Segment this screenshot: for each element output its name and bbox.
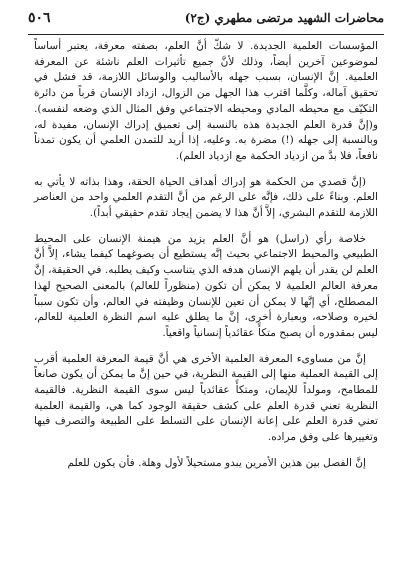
paragraph-5: إنَّ الفصل بين هذين الأمرين يبدو مستحيلاً لأول وهلة. فأن يكون للعلم [67,456,366,469]
page-header [20,10,392,34]
body-text [20,39,392,472]
running-title: محاضرات الشهيد مرتضى مطهري (ج٢) [184,11,384,25]
paragraph-3: خلاصة رأي (راسل) هو أنَّ العلم يزيد من هيمنة الإنسان على المحيط الطبيعي والمحيط الاجتماعي بحيث إنَّه يستطيع أن يصوغهما كيفما يشاء، إلاَّ أنَّ العلم لن يقدر أن يلهم الإنسان هدفه الذي يتناسب وكيف يطلبه. في الحقيقة، إنَّ معرفة العالم العلمية لا يمكن أن تكون (منظوراً للعالم) بالمعنى الصحيح لهذا المصطلح، أي إنَّها لا يمكن أن تعين للإنسان وظيفته في العالم، وأن تكون سبباً لخيره وصلاحه، وبعبارة أخرى، إنَّ ما يطلق عليه اسم النظرة العلمية للعالم، ليس بمقدوره أن يصبح متكأً عقائدياً إنسانياً واقعياً. [34,232,378,339]
header-rule [28,34,384,35]
paragraph-1: المؤسسات العلمية الجديدة. لا شكّ أنَّ العلم، بصفته معرفة، يعتبر أساساً لموضوعين آخرين أيضاً، وذلك لأنَّ جميع تأثيرات العلم ناشئة عن المعرفة العلمية. إنَّ الإنسان، بسبب جهله بالأساليب والوسائل اللازمة، قد فشل في تحقيق آماله، وكلَّما اقترب هذا الجهل من الزوال، ازداد الإنسان قرباً من دائرة التكيّف مع محيطه المادي ومحيطه الاجتماعي وفق المثال الذي وضعه لنفسه). و(إنَّ قدرة العلم الجديدة هذه بالنسبة إلى تعميق إدراك الإنسان، مفيدة له، وبالنسبة إلى جهله (!) مضرة به. وعليه، إذا أريد للتمدن العلمي أن يكون تمدناً نافعاً، فلا بدَّ من ازدياد الحكمة مع ازدياد العلم). [34,40,378,162]
page-number: ٥٠٦ [28,10,51,26]
paragraph-4: إنَّ من مساوىء المعرفة العلمية الأخرى هي أنَّ قيمة المعرفة العلمية أقرب إلى القيمة العملية منها إلى القيمة النظرية، في حين إنَّ ما يمكن أن يكون صانعاً للمطامح، ومولداً للإيمان، ومتكأً عقائدياً ليس سوى القيمة النظرية. فالقيمة النظرية تعني قدرة العلم على كشف حقيقة الوجود كما هي، والقيمة العلمية تعني قدرة العلم على إعانة الإنسان على التسلط على الطبيعة والتصرف فيها وتغييرها على وفق مراده. [34,352,379,444]
paragraph-2: (إنَّ قصدي من الحكمة هو إدراك أهداف الحياة الحقة، وهذا بذاته لا يأتي به العلم. وبناءً على ذلك، فإنَّه على الرغم من أنَّ التقدم العلمي واحد من العناصر اللازمة للتقدم البشري، إلاَّ أنَّ هذا لا يضمن إيجاد تقدم حقيقي أبداً). [34,175,378,220]
